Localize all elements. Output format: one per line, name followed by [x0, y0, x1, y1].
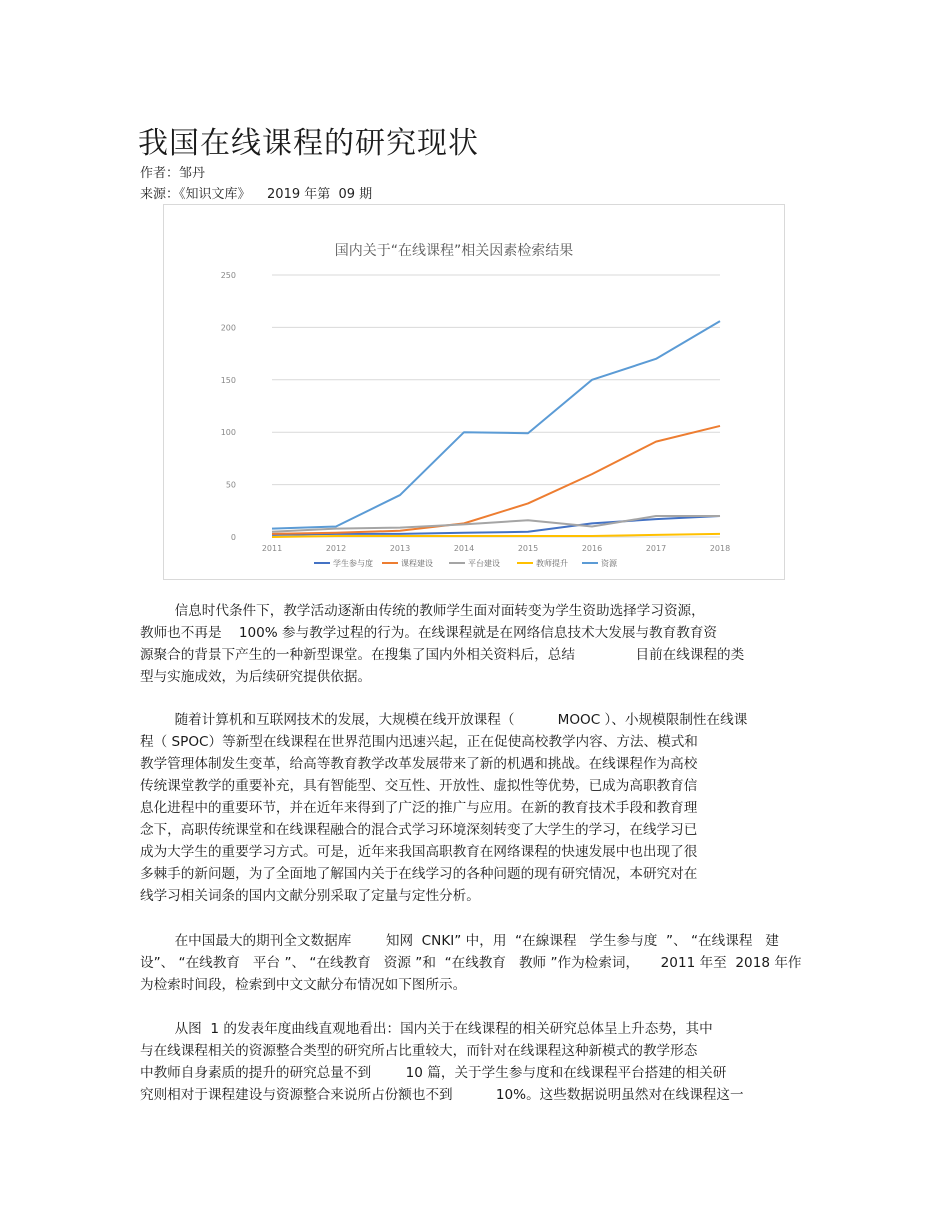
legend-label: 平台建设 [468, 559, 500, 568]
chart-figure [163, 204, 785, 580]
y-tick-label: 200 [220, 323, 236, 333]
x-tick-label: 2012 [325, 544, 347, 553]
y-tick-label: 0 [230, 533, 236, 542]
paragraph-line: 教学管理体制发生变革，给高等教育教学改革发展带来了新的机遇和挑战。在线课程作为高校 [140, 756, 698, 772]
paragraph-line: 中教师自身素质的提升的研究总量不到 10 篇，关于学生参与度和在线课程平台搭建的相关研 [140, 1065, 727, 1081]
legend-label: 资源 [601, 559, 617, 568]
line-chart [164, 205, 784, 579]
x-tick-label: 2013 [389, 544, 411, 553]
paragraph-line: 为检索时间段，检索到中文文献分布情况如下图所示。 [140, 977, 467, 993]
paragraph-3 [140, 930, 800, 996]
series-line-5 [272, 321, 720, 529]
paragraph-line: 程（ SPOC）等新型在线课程在世界范围内迅速兴起，正在促使高校教学内容、方法、模式和 [140, 734, 698, 750]
legend-item [449, 558, 500, 568]
legend-item [314, 558, 373, 568]
x-tick-label: 2011 [261, 544, 283, 553]
x-tick-label: 2014 [453, 544, 475, 553]
chart-axes [221, 271, 730, 553]
paragraph-line: 传统课堂教学的重要补充，具有智能型、交互性、开放性、虚拟性等优势，已成为高职教育信 [140, 778, 698, 794]
paragraph-line: 线学习相关词条的国内文献分别采取了定量与定性分析。 [140, 888, 480, 904]
paragraph-line: 多棘手的新问题，为了全面地了解国内关于在线学习的各种问题的现有研究情况，本研究对在 [140, 866, 698, 882]
paragraph-2 [140, 709, 800, 907]
legend-item [517, 558, 568, 568]
x-tick-label: 2015 [517, 544, 539, 553]
article-author: 作者：邹丹 [140, 166, 206, 181]
legend-item [382, 558, 433, 568]
article-source: 来源：《知识文库》 2019 年第 09 期 [140, 187, 373, 202]
paragraph-1 [140, 600, 800, 688]
paragraph-line: 念下，高职传统课堂和在线课程融合的混合式学习环境深刻转变了大学生的学习，在线学习已 [140, 822, 698, 838]
series-line-2 [272, 426, 720, 534]
paragraph-line: 成为大学生的重要学习方式。可是，近年来我国高职教育在网络课程的快速发展中也出现了很 [140, 844, 698, 860]
paragraph-line: 究则相对于课程建设与资源整合来说所占份额也不到 10%。这些数据说明虽然对在线课程这一 [140, 1087, 744, 1103]
paragraph-line: 在中国最大的期刊全文数据库 知网 CNKI” 中，用 “在線课程 学生参与度 ”、 “在线课程 建 [140, 933, 779, 949]
paragraph-line: 教师也不再是 100% 参与教学过程的行为。在线课程就是在网络信息技术大发展与教育教育资 [140, 625, 718, 641]
paragraph-4 [140, 1018, 800, 1106]
paragraph-line: 随着计算机和互联网技术的发展，大规模在线开放课程（ MOOC ）、小规模限制性在线课 [140, 712, 748, 728]
y-tick-label: 50 [225, 480, 236, 490]
chart-legend [314, 558, 618, 568]
legend-label: 课程建设 [401, 559, 433, 568]
legend-label: 教师提升 [536, 559, 568, 568]
paragraph-line: 设”、 “在线教育 平台 ”、 “在线教育 资源 ”和 “在线教育 教师 ”作为检索词， 2011 年至 2018 年作 [140, 955, 802, 971]
x-tick-label: 2016 [581, 544, 603, 553]
article-title: 我国在线课程的研究现状 [138, 126, 479, 161]
y-tick-label: 100 [220, 428, 236, 438]
chart-series [272, 321, 720, 537]
paragraph-line: 源聚合的背景下产生的一种新型课堂。在搜集了国内外相关资料后，总结 目前在线课程的类 [140, 647, 745, 663]
paragraph-line: 型与实施成效，为后续研究提供依据。 [140, 669, 372, 685]
paragraph-line: 与在线课程相关的资源整合类型的研究所占比重较大，而针对在线课程这种新模式的教学形态 [140, 1043, 698, 1059]
y-tick-label: 150 [220, 375, 236, 385]
legend-label: 学生参与度 [333, 559, 373, 568]
paragraph-line: 息化进程中的重要环节，并在近年来得到了广泛的推广与应用。在新的教育技术手段和教育理 [140, 800, 698, 816]
paragraph-line: 信息时代条件下，教学活动逐渐由传统的教师学生面对面转变为学生资助选择学习资源， [140, 603, 705, 619]
x-tick-label: 2017 [645, 544, 667, 553]
paragraph-line: 从图 1 的发表年度曲线直观地看出：国内关于在线课程的相关研究总体呈上升态势，其中 [140, 1021, 713, 1037]
x-tick-label: 2018 [709, 544, 731, 553]
y-tick-label: 250 [220, 271, 236, 280]
chart-title: 国内关于“在线课程”相关因素检索结果 [334, 243, 574, 259]
legend-item [582, 558, 618, 568]
chart-gridlines [272, 275, 720, 537]
